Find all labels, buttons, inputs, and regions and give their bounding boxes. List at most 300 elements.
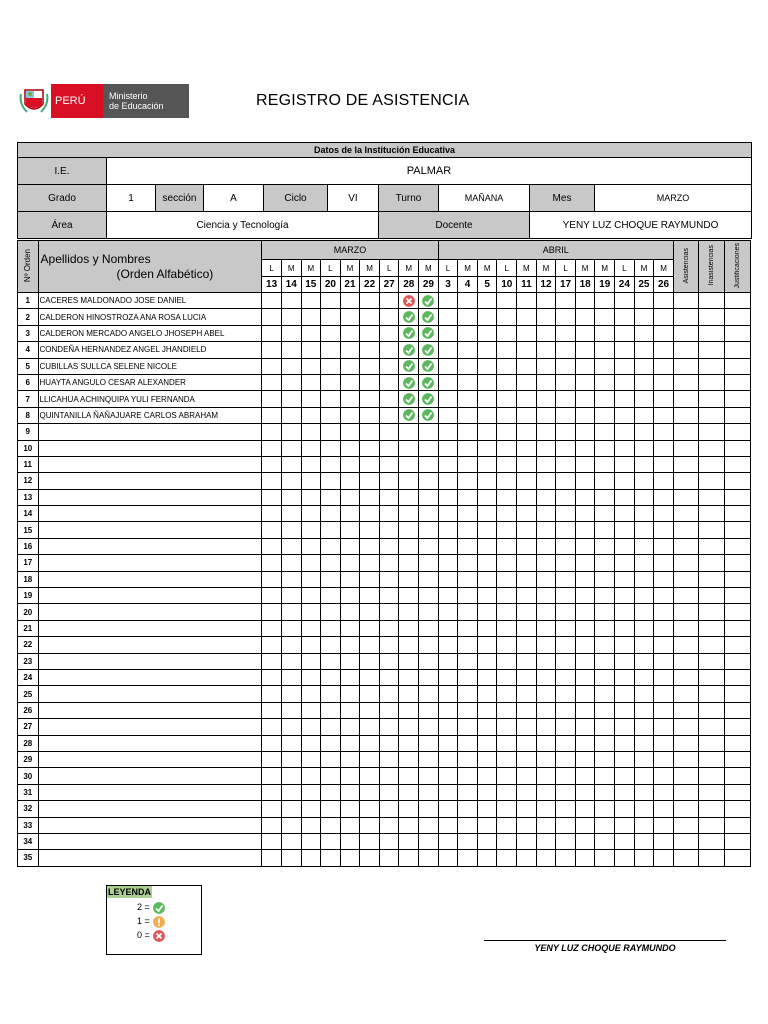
attendance-cell[interactable]	[399, 768, 419, 784]
attendance-cell[interactable]	[399, 735, 419, 751]
attendance-cell[interactable]	[634, 522, 654, 538]
attendance-cell[interactable]	[262, 702, 282, 718]
attendance-cell[interactable]	[419, 571, 439, 587]
attendance-cell[interactable]	[379, 522, 399, 538]
attendance-cell[interactable]	[399, 358, 419, 374]
attendance-cell[interactable]	[477, 850, 497, 866]
attendance-cell[interactable]	[360, 522, 380, 538]
attendance-cell[interactable]	[536, 637, 556, 653]
attendance-cell[interactable]	[458, 751, 478, 767]
attendance-cell[interactable]	[301, 588, 321, 604]
attendance-cell[interactable]	[634, 571, 654, 587]
attendance-cell[interactable]	[379, 374, 399, 390]
attendance-cell[interactable]	[536, 735, 556, 751]
attendance-cell[interactable]	[615, 374, 635, 390]
attendance-cell[interactable]	[595, 571, 615, 587]
attendance-cell[interactable]	[281, 473, 301, 489]
attendance-cell[interactable]	[556, 473, 576, 489]
attendance-cell[interactable]	[360, 588, 380, 604]
attendance-cell[interactable]	[615, 522, 635, 538]
attendance-cell[interactable]	[262, 358, 282, 374]
attendance-cell[interactable]	[615, 735, 635, 751]
attendance-cell[interactable]	[536, 801, 556, 817]
attendance-cell[interactable]	[575, 342, 595, 358]
attendance-cell[interactable]	[438, 850, 458, 866]
attendance-cell[interactable]	[360, 555, 380, 571]
attendance-cell[interactable]	[497, 850, 517, 866]
attendance-cell[interactable]	[340, 801, 360, 817]
attendance-cell[interactable]	[379, 571, 399, 587]
attendance-cell[interactable]	[419, 325, 439, 341]
attendance-cell[interactable]	[301, 751, 321, 767]
attendance-cell[interactable]	[419, 751, 439, 767]
attendance-cell[interactable]	[399, 538, 419, 554]
attendance-cell[interactable]	[615, 440, 635, 456]
attendance-cell[interactable]	[281, 506, 301, 522]
attendance-cell[interactable]	[321, 719, 341, 735]
attendance-cell[interactable]	[399, 784, 419, 800]
attendance-cell[interactable]	[360, 686, 380, 702]
attendance-cell[interactable]	[615, 506, 635, 522]
attendance-cell[interactable]	[517, 522, 537, 538]
attendance-cell[interactable]	[654, 506, 674, 522]
attendance-cell[interactable]	[321, 407, 341, 423]
attendance-cell[interactable]	[497, 407, 517, 423]
attendance-cell[interactable]	[556, 342, 576, 358]
attendance-cell[interactable]	[595, 686, 615, 702]
attendance-cell[interactable]	[556, 293, 576, 309]
attendance-cell[interactable]	[477, 293, 497, 309]
attendance-cell[interactable]	[379, 489, 399, 505]
attendance-cell[interactable]	[379, 686, 399, 702]
attendance-cell[interactable]	[301, 506, 321, 522]
attendance-cell[interactable]	[634, 669, 654, 685]
attendance-cell[interactable]	[634, 391, 654, 407]
attendance-cell[interactable]	[458, 506, 478, 522]
attendance-cell[interactable]	[360, 489, 380, 505]
attendance-cell[interactable]	[595, 489, 615, 505]
attendance-cell[interactable]	[281, 325, 301, 341]
attendance-cell[interactable]	[654, 358, 674, 374]
attendance-cell[interactable]	[497, 555, 517, 571]
attendance-cell[interactable]	[615, 719, 635, 735]
attendance-cell[interactable]	[615, 555, 635, 571]
attendance-cell[interactable]	[458, 489, 478, 505]
attendance-cell[interactable]	[438, 751, 458, 767]
attendance-cell[interactable]	[360, 538, 380, 554]
attendance-cell[interactable]	[595, 637, 615, 653]
attendance-cell[interactable]	[281, 489, 301, 505]
attendance-cell[interactable]	[575, 424, 595, 440]
attendance-cell[interactable]	[379, 424, 399, 440]
attendance-cell[interactable]	[438, 620, 458, 636]
attendance-cell[interactable]	[321, 850, 341, 866]
attendance-cell[interactable]	[517, 588, 537, 604]
attendance-cell[interactable]	[379, 833, 399, 849]
attendance-cell[interactable]	[517, 293, 537, 309]
attendance-cell[interactable]	[419, 637, 439, 653]
attendance-cell[interactable]	[262, 522, 282, 538]
attendance-cell[interactable]	[281, 424, 301, 440]
attendance-cell[interactable]	[497, 538, 517, 554]
attendance-cell[interactable]	[634, 325, 654, 341]
attendance-cell[interactable]	[654, 751, 674, 767]
attendance-cell[interactable]	[615, 325, 635, 341]
attendance-cell[interactable]	[301, 456, 321, 472]
attendance-cell[interactable]	[340, 620, 360, 636]
attendance-cell[interactable]	[634, 342, 654, 358]
attendance-cell[interactable]	[379, 473, 399, 489]
attendance-cell[interactable]	[575, 817, 595, 833]
attendance-cell[interactable]	[281, 440, 301, 456]
attendance-cell[interactable]	[321, 374, 341, 390]
attendance-cell[interactable]	[379, 440, 399, 456]
attendance-cell[interactable]	[477, 374, 497, 390]
attendance-cell[interactable]	[615, 293, 635, 309]
attendance-cell[interactable]	[536, 784, 556, 800]
attendance-cell[interactable]	[419, 555, 439, 571]
attendance-cell[interactable]	[360, 620, 380, 636]
attendance-cell[interactable]	[262, 473, 282, 489]
attendance-cell[interactable]	[262, 309, 282, 325]
attendance-cell[interactable]	[634, 588, 654, 604]
attendance-cell[interactable]	[262, 751, 282, 767]
attendance-cell[interactable]	[615, 702, 635, 718]
attendance-cell[interactable]	[615, 751, 635, 767]
attendance-cell[interactable]	[458, 801, 478, 817]
attendance-cell[interactable]	[458, 555, 478, 571]
attendance-cell[interactable]	[379, 342, 399, 358]
attendance-cell[interactable]	[321, 751, 341, 767]
attendance-cell[interactable]	[281, 588, 301, 604]
attendance-cell[interactable]	[615, 538, 635, 554]
attendance-cell[interactable]	[438, 817, 458, 833]
attendance-cell[interactable]	[536, 751, 556, 767]
attendance-cell[interactable]	[438, 342, 458, 358]
attendance-cell[interactable]	[321, 833, 341, 849]
attendance-cell[interactable]	[458, 538, 478, 554]
attendance-cell[interactable]	[360, 456, 380, 472]
attendance-cell[interactable]	[419, 538, 439, 554]
attendance-cell[interactable]	[281, 817, 301, 833]
attendance-cell[interactable]	[575, 686, 595, 702]
attendance-cell[interactable]	[438, 784, 458, 800]
attendance-cell[interactable]	[517, 538, 537, 554]
attendance-cell[interactable]	[262, 374, 282, 390]
attendance-cell[interactable]	[497, 440, 517, 456]
attendance-cell[interactable]	[575, 391, 595, 407]
attendance-cell[interactable]	[615, 817, 635, 833]
attendance-cell[interactable]	[458, 325, 478, 341]
attendance-cell[interactable]	[399, 325, 419, 341]
attendance-cell[interactable]	[497, 817, 517, 833]
attendance-cell[interactable]	[575, 473, 595, 489]
attendance-cell[interactable]	[399, 571, 419, 587]
attendance-cell[interactable]	[340, 571, 360, 587]
attendance-cell[interactable]	[634, 309, 654, 325]
attendance-cell[interactable]	[477, 440, 497, 456]
attendance-cell[interactable]	[340, 293, 360, 309]
attendance-cell[interactable]	[595, 588, 615, 604]
attendance-cell[interactable]	[458, 342, 478, 358]
attendance-cell[interactable]	[517, 686, 537, 702]
attendance-cell[interactable]	[477, 473, 497, 489]
attendance-cell[interactable]	[321, 309, 341, 325]
attendance-cell[interactable]	[536, 768, 556, 784]
attendance-cell[interactable]	[477, 702, 497, 718]
attendance-cell[interactable]	[575, 358, 595, 374]
attendance-cell[interactable]	[262, 440, 282, 456]
attendance-cell[interactable]	[281, 571, 301, 587]
attendance-cell[interactable]	[321, 391, 341, 407]
attendance-cell[interactable]	[301, 473, 321, 489]
attendance-cell[interactable]	[379, 735, 399, 751]
attendance-cell[interactable]	[399, 374, 419, 390]
attendance-cell[interactable]	[438, 686, 458, 702]
attendance-cell[interactable]	[517, 571, 537, 587]
attendance-cell[interactable]	[438, 522, 458, 538]
attendance-cell[interactable]	[340, 719, 360, 735]
attendance-cell[interactable]	[419, 522, 439, 538]
attendance-cell[interactable]	[634, 293, 654, 309]
attendance-cell[interactable]	[262, 620, 282, 636]
attendance-cell[interactable]	[595, 669, 615, 685]
attendance-cell[interactable]	[575, 538, 595, 554]
attendance-cell[interactable]	[399, 407, 419, 423]
attendance-cell[interactable]	[634, 555, 654, 571]
attendance-cell[interactable]	[477, 489, 497, 505]
attendance-cell[interactable]	[301, 850, 321, 866]
attendance-cell[interactable]	[477, 538, 497, 554]
attendance-cell[interactable]	[497, 391, 517, 407]
attendance-cell[interactable]	[419, 817, 439, 833]
attendance-cell[interactable]	[419, 358, 439, 374]
attendance-cell[interactable]	[438, 833, 458, 849]
attendance-cell[interactable]	[399, 309, 419, 325]
attendance-cell[interactable]	[654, 391, 674, 407]
attendance-cell[interactable]	[615, 391, 635, 407]
attendance-cell[interactable]	[262, 817, 282, 833]
attendance-cell[interactable]	[399, 751, 419, 767]
attendance-cell[interactable]	[438, 440, 458, 456]
attendance-cell[interactable]	[340, 374, 360, 390]
attendance-cell[interactable]	[321, 637, 341, 653]
attendance-cell[interactable]	[438, 669, 458, 685]
attendance-cell[interactable]	[477, 588, 497, 604]
attendance-cell[interactable]	[615, 620, 635, 636]
attendance-cell[interactable]	[281, 555, 301, 571]
attendance-cell[interactable]	[360, 637, 380, 653]
attendance-cell[interactable]	[340, 768, 360, 784]
attendance-cell[interactable]	[458, 571, 478, 587]
attendance-cell[interactable]	[517, 391, 537, 407]
attendance-cell[interactable]	[379, 391, 399, 407]
attendance-cell[interactable]	[458, 669, 478, 685]
attendance-cell[interactable]	[615, 833, 635, 849]
attendance-cell[interactable]	[595, 440, 615, 456]
attendance-cell[interactable]	[654, 801, 674, 817]
attendance-cell[interactable]	[281, 669, 301, 685]
attendance-cell[interactable]	[654, 817, 674, 833]
attendance-cell[interactable]	[438, 489, 458, 505]
attendance-cell[interactable]	[615, 850, 635, 866]
attendance-cell[interactable]	[575, 719, 595, 735]
attendance-cell[interactable]	[321, 702, 341, 718]
attendance-cell[interactable]	[301, 817, 321, 833]
attendance-cell[interactable]	[654, 686, 674, 702]
attendance-cell[interactable]	[340, 850, 360, 866]
attendance-cell[interactable]	[634, 817, 654, 833]
attendance-cell[interactable]	[477, 751, 497, 767]
attendance-cell[interactable]	[634, 456, 654, 472]
attendance-cell[interactable]	[419, 456, 439, 472]
attendance-cell[interactable]	[281, 833, 301, 849]
attendance-cell[interactable]	[634, 473, 654, 489]
attendance-cell[interactable]	[360, 293, 380, 309]
attendance-cell[interactable]	[634, 719, 654, 735]
attendance-cell[interactable]	[458, 424, 478, 440]
attendance-cell[interactable]	[340, 456, 360, 472]
attendance-cell[interactable]	[360, 653, 380, 669]
attendance-cell[interactable]	[438, 325, 458, 341]
attendance-cell[interactable]	[556, 456, 576, 472]
attendance-cell[interactable]	[654, 522, 674, 538]
attendance-cell[interactable]	[556, 686, 576, 702]
attendance-cell[interactable]	[634, 850, 654, 866]
attendance-cell[interactable]	[654, 768, 674, 784]
attendance-cell[interactable]	[477, 456, 497, 472]
attendance-cell[interactable]	[497, 784, 517, 800]
attendance-cell[interactable]	[654, 489, 674, 505]
attendance-cell[interactable]	[262, 342, 282, 358]
attendance-cell[interactable]	[536, 833, 556, 849]
attendance-cell[interactable]	[321, 571, 341, 587]
attendance-cell[interactable]	[595, 735, 615, 751]
attendance-cell[interactable]	[281, 850, 301, 866]
attendance-cell[interactable]	[360, 571, 380, 587]
attendance-cell[interactable]	[399, 456, 419, 472]
attendance-cell[interactable]	[556, 309, 576, 325]
attendance-cell[interactable]	[595, 522, 615, 538]
attendance-cell[interactable]	[497, 456, 517, 472]
attendance-cell[interactable]	[301, 637, 321, 653]
attendance-cell[interactable]	[497, 719, 517, 735]
attendance-cell[interactable]	[517, 702, 537, 718]
attendance-cell[interactable]	[654, 653, 674, 669]
attendance-cell[interactable]	[281, 719, 301, 735]
attendance-cell[interactable]	[301, 669, 321, 685]
attendance-cell[interactable]	[399, 489, 419, 505]
attendance-cell[interactable]	[419, 735, 439, 751]
attendance-cell[interactable]	[615, 473, 635, 489]
attendance-cell[interactable]	[399, 850, 419, 866]
attendance-cell[interactable]	[360, 735, 380, 751]
attendance-cell[interactable]	[497, 325, 517, 341]
attendance-cell[interactable]	[575, 555, 595, 571]
attendance-cell[interactable]	[634, 538, 654, 554]
attendance-cell[interactable]	[360, 702, 380, 718]
attendance-cell[interactable]	[340, 784, 360, 800]
attendance-cell[interactable]	[517, 637, 537, 653]
attendance-cell[interactable]	[281, 784, 301, 800]
attendance-cell[interactable]	[438, 555, 458, 571]
attendance-cell[interactable]	[575, 456, 595, 472]
attendance-cell[interactable]	[262, 784, 282, 800]
attendance-cell[interactable]	[634, 833, 654, 849]
attendance-cell[interactable]	[379, 702, 399, 718]
attendance-cell[interactable]	[654, 456, 674, 472]
attendance-cell[interactable]	[321, 588, 341, 604]
attendance-cell[interactable]	[379, 801, 399, 817]
attendance-cell[interactable]	[301, 555, 321, 571]
attendance-cell[interactable]	[654, 702, 674, 718]
attendance-cell[interactable]	[360, 669, 380, 685]
attendance-cell[interactable]	[438, 702, 458, 718]
attendance-cell[interactable]	[595, 817, 615, 833]
attendance-cell[interactable]	[517, 669, 537, 685]
attendance-cell[interactable]	[634, 784, 654, 800]
attendance-cell[interactable]	[458, 391, 478, 407]
attendance-cell[interactable]	[262, 801, 282, 817]
attendance-cell[interactable]	[438, 571, 458, 587]
attendance-cell[interactable]	[634, 489, 654, 505]
attendance-cell[interactable]	[360, 719, 380, 735]
attendance-cell[interactable]	[321, 522, 341, 538]
attendance-cell[interactable]	[360, 817, 380, 833]
attendance-cell[interactable]	[556, 719, 576, 735]
attendance-cell[interactable]	[517, 342, 537, 358]
attendance-cell[interactable]	[458, 620, 478, 636]
attendance-cell[interactable]	[281, 735, 301, 751]
attendance-cell[interactable]	[340, 473, 360, 489]
attendance-cell[interactable]	[477, 735, 497, 751]
attendance-cell[interactable]	[615, 784, 635, 800]
attendance-cell[interactable]	[477, 342, 497, 358]
attendance-cell[interactable]	[477, 637, 497, 653]
attendance-cell[interactable]	[556, 801, 576, 817]
attendance-cell[interactable]	[595, 456, 615, 472]
attendance-cell[interactable]	[477, 555, 497, 571]
attendance-cell[interactable]	[654, 473, 674, 489]
attendance-cell[interactable]	[595, 538, 615, 554]
attendance-cell[interactable]	[458, 735, 478, 751]
attendance-cell[interactable]	[477, 522, 497, 538]
attendance-cell[interactable]	[654, 342, 674, 358]
attendance-cell[interactable]	[340, 342, 360, 358]
attendance-cell[interactable]	[654, 309, 674, 325]
attendance-cell[interactable]	[477, 719, 497, 735]
attendance-cell[interactable]	[595, 604, 615, 620]
attendance-cell[interactable]	[301, 784, 321, 800]
attendance-cell[interactable]	[301, 407, 321, 423]
attendance-cell[interactable]	[497, 309, 517, 325]
attendance-cell[interactable]	[634, 620, 654, 636]
attendance-cell[interactable]	[262, 719, 282, 735]
attendance-cell[interactable]	[634, 358, 654, 374]
attendance-cell[interactable]	[321, 342, 341, 358]
attendance-cell[interactable]	[419, 801, 439, 817]
attendance-cell[interactable]	[458, 588, 478, 604]
attendance-cell[interactable]	[399, 588, 419, 604]
attendance-cell[interactable]	[262, 735, 282, 751]
attendance-cell[interactable]	[615, 686, 635, 702]
attendance-cell[interactable]	[497, 686, 517, 702]
attendance-cell[interactable]	[281, 456, 301, 472]
attendance-cell[interactable]	[458, 473, 478, 489]
attendance-cell[interactable]	[301, 719, 321, 735]
attendance-cell[interactable]	[477, 784, 497, 800]
attendance-cell[interactable]	[517, 653, 537, 669]
